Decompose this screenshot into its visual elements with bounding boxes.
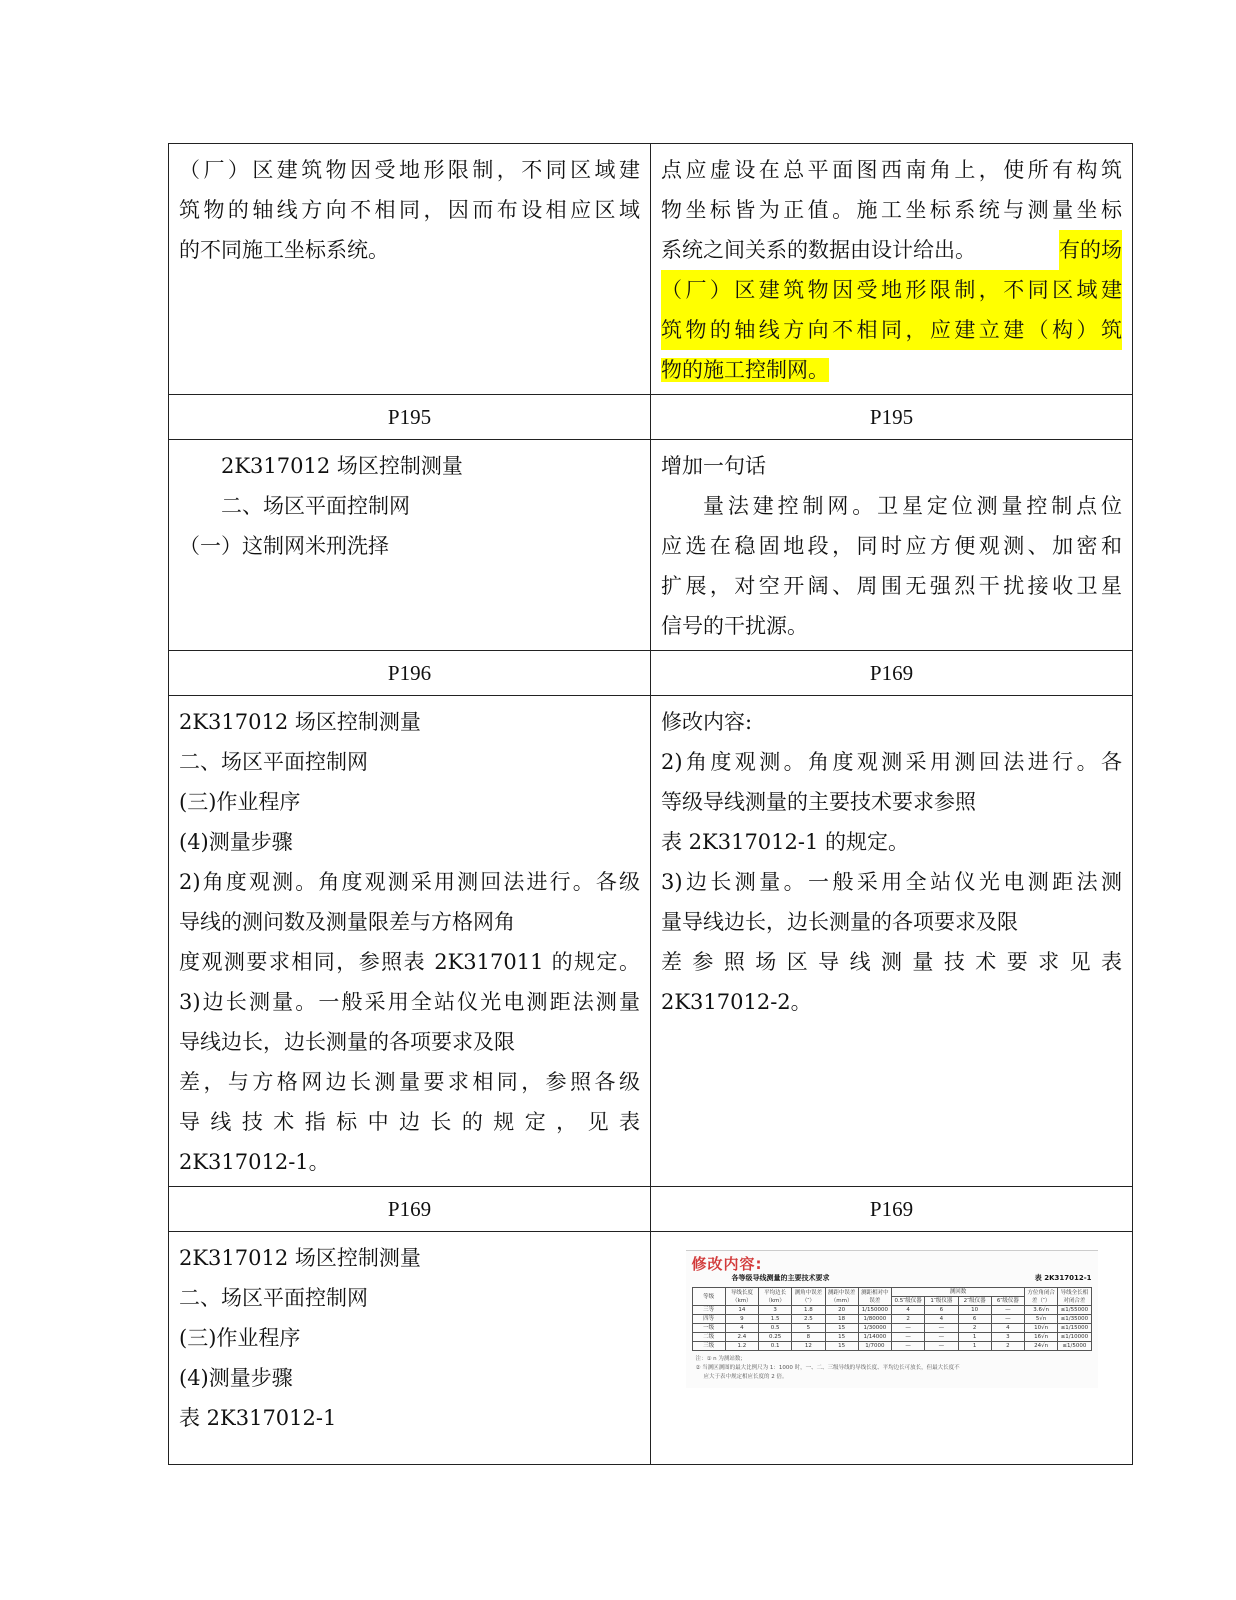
text-line: 物坐标皆为正值。施工坐标系统与测量坐标 bbox=[661, 198, 1122, 222]
embedded-table-cell: 12 bbox=[792, 1342, 825, 1351]
embedded-header-cell: 1″级仪器 bbox=[925, 1297, 958, 1306]
embedded-table-cell: 0.1 bbox=[759, 1342, 792, 1351]
text-line: (4)测量步骤 bbox=[179, 1366, 293, 1390]
embedded-table-cell: 14 bbox=[725, 1306, 758, 1315]
text-line: 量导线边长，边长测量的各项要求及限 bbox=[661, 910, 1018, 934]
embedded-header-cell: 导线全长相对闭合差 bbox=[1058, 1288, 1091, 1306]
embedded-table-cell: ≤1/15000 bbox=[1058, 1324, 1091, 1333]
embedded-header-cell: 2″级仪器 bbox=[958, 1297, 991, 1306]
embedded-table-image bbox=[686, 1250, 1098, 1388]
text-line: 表 2K317012-1 的规定。 bbox=[661, 830, 910, 854]
left-cell bbox=[169, 144, 651, 395]
page-number: P169 bbox=[651, 651, 1133, 696]
embedded-table-cell: 1.2 bbox=[725, 1342, 758, 1351]
embedded-table-cell: ≤1/5000 bbox=[1058, 1342, 1091, 1351]
embedded-caption: 各等级导线测量的主要技术要求 bbox=[731, 1274, 830, 1282]
embedded-table-cell: 1/14000 bbox=[858, 1333, 891, 1342]
text-line: 2)角度观测。角度观测采用测回法进行。各 bbox=[661, 750, 1122, 774]
embedded-table-cell: 10 bbox=[958, 1306, 991, 1315]
embedded-table-row bbox=[692, 1342, 1091, 1351]
text-line: 修改内容: bbox=[661, 710, 753, 734]
embedded-table-cell: 4 bbox=[991, 1324, 1024, 1333]
embedded-header-cell: 方位角闭合差（″） bbox=[1025, 1288, 1058, 1306]
embedded-table-cell: 3.6√n bbox=[1025, 1306, 1058, 1315]
text-line: 2K317012-2。 bbox=[661, 990, 812, 1014]
embedded-table-cell: ≤1/55000 bbox=[1058, 1306, 1091, 1315]
highlighted-text: 物的施工控制网。 bbox=[661, 358, 829, 382]
embedded-table-cell: 5 bbox=[792, 1324, 825, 1333]
text-line: (三)作业程序 bbox=[179, 790, 301, 814]
table-row bbox=[169, 1232, 1133, 1465]
embedded-table-cell: 4 bbox=[925, 1315, 958, 1324]
left-cell bbox=[169, 440, 651, 651]
embedded-table-cell: — bbox=[925, 1324, 958, 1333]
embedded-header-cell: 0.5″级仪器 bbox=[892, 1297, 925, 1306]
embedded-table-cell: — bbox=[892, 1342, 925, 1351]
embedded-table-cell: 三等 bbox=[692, 1306, 725, 1315]
embedded-table-cell: 二级 bbox=[692, 1333, 725, 1342]
embedded-table-cell: 2 bbox=[892, 1315, 925, 1324]
embedded-header-cell: 6″级仪器 bbox=[991, 1297, 1024, 1306]
embedded-data-table bbox=[692, 1287, 1092, 1351]
page-number: P195 bbox=[651, 395, 1133, 440]
embedded-table-cell: — bbox=[925, 1342, 958, 1351]
embedded-header-cell: 测距中误差（mm） bbox=[825, 1288, 858, 1306]
text-line: 导线的测问数及测量限差与方格网角 bbox=[179, 910, 515, 934]
page-number: P169 bbox=[651, 1187, 1133, 1232]
right-cell-image bbox=[651, 1232, 1133, 1465]
embedded-table-row bbox=[692, 1333, 1091, 1342]
embedded-table-cell: 15 bbox=[825, 1333, 858, 1342]
embedded-title-row bbox=[692, 1273, 1092, 1283]
embedded-table-cell: 20 bbox=[825, 1306, 858, 1315]
table-row bbox=[169, 144, 1133, 395]
embedded-table-cell: 15 bbox=[825, 1342, 858, 1351]
embedded-header-cell: 测回数 bbox=[892, 1288, 1025, 1297]
embedded-table-cell: 4 bbox=[892, 1306, 925, 1315]
embedded-table-cell: 5√n bbox=[1025, 1315, 1058, 1324]
embedded-header-cell: 平均边长（km） bbox=[759, 1288, 792, 1306]
text-line: （厂）区建筑物因受地形限制，不同区域建 bbox=[179, 158, 640, 182]
embedded-table-cell: ≤1/35000 bbox=[1058, 1315, 1091, 1324]
text-line: 点应虚设在总平面图西南角上，使所有构筑 bbox=[661, 158, 1122, 182]
embedded-note: 注：① n 为测站数； bbox=[695, 1356, 746, 1362]
embedded-table-cell: 1 bbox=[958, 1333, 991, 1342]
table-row bbox=[169, 440, 1133, 651]
right-cell bbox=[651, 144, 1133, 395]
embedded-note: 应大于表中规定相应长度的 2 倍。 bbox=[703, 1374, 788, 1380]
text-line: （一）这制网米刑洗择 bbox=[179, 534, 389, 558]
text-line: 2K317012-1。 bbox=[179, 1150, 330, 1174]
embedded-table-cell: 2 bbox=[991, 1342, 1024, 1351]
left-cell bbox=[169, 1232, 651, 1465]
text-line: (三)作业程序 bbox=[179, 1326, 301, 1350]
embedded-table-cell: 4 bbox=[725, 1324, 758, 1333]
embedded-table-cell: 0.25 bbox=[759, 1333, 792, 1342]
embedded-table-cell: 18 bbox=[825, 1315, 858, 1324]
text-line: 3)边长测量。一般采用全站仪光电测距法测量 bbox=[179, 990, 640, 1014]
text-line: 信号的干扰源。 bbox=[661, 614, 808, 638]
embedded-header-cell: 测距相对中误差 bbox=[858, 1288, 891, 1306]
embedded-heading: 修改内容: bbox=[691, 1255, 763, 1273]
embedded-table-cell: 1/7000 bbox=[858, 1342, 891, 1351]
embedded-table-cell: 6 bbox=[958, 1315, 991, 1324]
embedded-table-cell: 16√n bbox=[1025, 1333, 1058, 1342]
text-line: 导线边长，边长测量的各项要求及限 bbox=[179, 1030, 515, 1054]
text-line: 二、场区平面控制网 bbox=[179, 750, 368, 774]
embedded-table-row bbox=[692, 1315, 1091, 1324]
text-line: 量法建控制网。卫星定位测量控制点位 bbox=[703, 494, 1122, 518]
embedded-table-cell: 6 bbox=[925, 1306, 958, 1315]
embedded-table-cell: 1/30000 bbox=[858, 1324, 891, 1333]
text-line: 3)边长测量。一般采用全站仪光电测距法测 bbox=[661, 870, 1122, 894]
table-row bbox=[169, 696, 1133, 1187]
text-line: 2K317012 场区控制测量 bbox=[179, 1246, 421, 1270]
embedded-table-cell: 1.5 bbox=[759, 1315, 792, 1324]
text-line: 应选在稳固地段，同时应方便观测、加密和 bbox=[661, 534, 1122, 558]
text-line: 增加一句话 bbox=[661, 454, 766, 478]
highlighted-text: （厂）区建筑物因受地形限制，不同区域建 bbox=[661, 270, 1122, 310]
right-cell bbox=[651, 696, 1133, 1187]
page-number: P169 bbox=[169, 1187, 651, 1232]
text-line: 差，与方格网边长测量要求相同，参照各级 bbox=[179, 1070, 640, 1094]
text-line: 2K317012 场区控制测量 bbox=[179, 710, 421, 734]
embedded-table-cell: 1/150000 bbox=[858, 1306, 891, 1315]
text-line: 2)角度观测。角度观测采用测回法进行。各级 bbox=[179, 870, 640, 894]
embedded-table-cell: 1 bbox=[958, 1342, 991, 1351]
embedded-notes bbox=[692, 1355, 1092, 1382]
embedded-table-cell: 3 bbox=[759, 1306, 792, 1315]
text-line: 的不同施工坐标系统。 bbox=[179, 238, 389, 262]
embedded-table-cell: — bbox=[991, 1315, 1024, 1324]
embedded-table-row bbox=[692, 1324, 1091, 1333]
embedded-table-cell: 一级 bbox=[692, 1324, 725, 1333]
highlighted-text: 有的场 bbox=[1059, 230, 1122, 270]
embedded-table-cell: 8 bbox=[792, 1333, 825, 1342]
embedded-table-cell: — bbox=[892, 1333, 925, 1342]
left-cell bbox=[169, 696, 651, 1187]
embedded-table-cell: 3 bbox=[991, 1333, 1024, 1342]
text-line bbox=[661, 230, 1122, 270]
embedded-table-cell: — bbox=[892, 1324, 925, 1333]
text-line: 扩展，对空开阔、周围无强烈干扰接收卫星 bbox=[661, 574, 1122, 598]
embedded-table-cell: 0.5 bbox=[759, 1324, 792, 1333]
embedded-table-cell: 三级 bbox=[692, 1342, 725, 1351]
embedded-table-cell: 2.4 bbox=[725, 1333, 758, 1342]
page-number: P196 bbox=[169, 651, 651, 696]
text-line: 度观测要求相同，参照表 2K317011 的规定。 bbox=[179, 950, 640, 974]
page-row bbox=[169, 1187, 1133, 1232]
embedded-table-cell: 四等 bbox=[692, 1315, 725, 1324]
embedded-table-cell: — bbox=[991, 1306, 1024, 1315]
right-cell bbox=[651, 440, 1133, 651]
embedded-note: ② 当测区测图的最大比例尺为 1：1000 时，一、二、三级导线的导线长度、平均边长可放长，但最大长度不 bbox=[695, 1365, 960, 1371]
plain-text: 系统之间关系的数据由设计给出。 bbox=[661, 238, 976, 262]
embedded-table-cell: 10√n bbox=[1025, 1324, 1058, 1333]
text-line: 导线技术指标中边长的规定，见表 bbox=[179, 1110, 640, 1134]
page-number: P195 bbox=[169, 395, 651, 440]
text-line: 筑物的轴线方向不相同，因而布设相应区域 bbox=[179, 198, 640, 222]
text-line: 2K317012 场区控制测量 bbox=[221, 454, 463, 478]
text-line: 二、场区平面控制网 bbox=[221, 494, 410, 518]
text-line: 等级导线测量的主要技术要求参照 bbox=[661, 790, 976, 814]
embedded-table-cell: 2.5 bbox=[792, 1315, 825, 1324]
text-line: (4)测量步骤 bbox=[179, 830, 293, 854]
text-line: 二、场区平面控制网 bbox=[179, 1286, 368, 1310]
highlighted-text: 筑物的轴线方向不相同，应建立建（构）筑 bbox=[661, 310, 1122, 350]
embedded-table-cell: 1.8 bbox=[792, 1306, 825, 1315]
text-line: 表 2K317012-1 bbox=[179, 1406, 337, 1430]
embedded-table-cell: 24√n bbox=[1025, 1342, 1058, 1351]
embedded-header-cell: 等级 bbox=[692, 1288, 725, 1306]
embedded-table-cell: ≤1/10000 bbox=[1058, 1333, 1091, 1342]
embedded-table-cell: 15 bbox=[825, 1324, 858, 1333]
embedded-table-cell: 1/80000 bbox=[858, 1315, 891, 1324]
text-line: 差参照场区导线测量技术要求见表 bbox=[661, 950, 1122, 974]
embedded-table-cell: 9 bbox=[725, 1315, 758, 1324]
page-row bbox=[169, 395, 1133, 440]
embedded-header-cell: 测角中误差（″） bbox=[792, 1288, 825, 1306]
embedded-header-cell: 导线长度（km） bbox=[725, 1288, 758, 1306]
embedded-table-cell: — bbox=[925, 1333, 958, 1342]
page-row bbox=[169, 651, 1133, 696]
embedded-table-cell: 2 bbox=[958, 1324, 991, 1333]
embedded-table-row bbox=[692, 1306, 1091, 1315]
comparison-table bbox=[168, 143, 1133, 1465]
embedded-table-number: 表 2K317012-1 bbox=[1034, 1274, 1092, 1282]
